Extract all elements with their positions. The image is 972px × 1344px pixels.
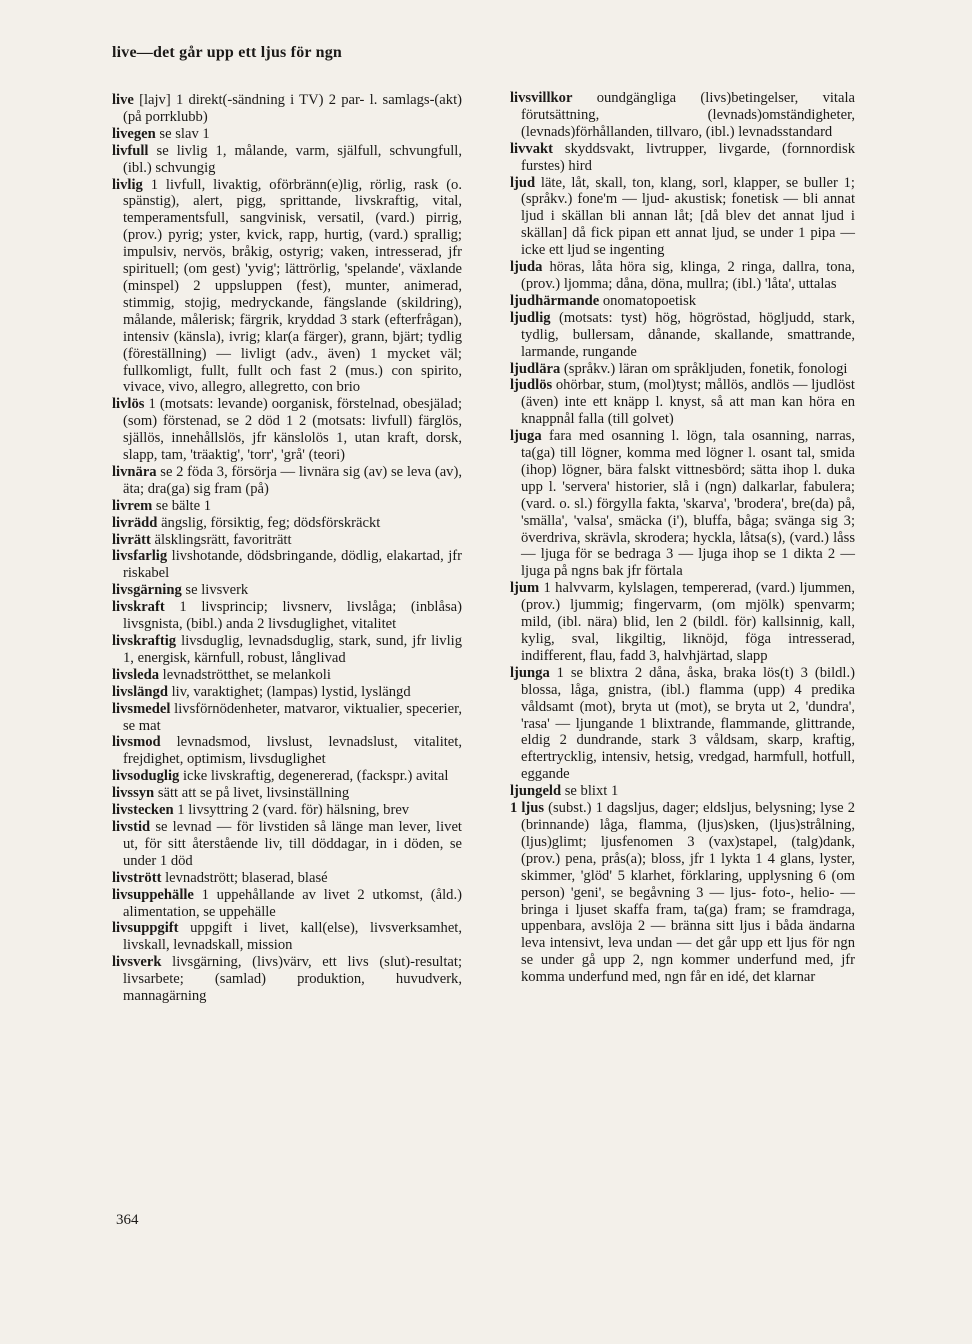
left-column bbox=[112, 92, 462, 1005]
entry-definition: livsduglig, levnadsduglig, stark, sund, jfr livlig 1, energisk, kärnfull, robust, långlivad bbox=[123, 633, 462, 666]
entry-definition: onomatopoetisk bbox=[599, 292, 697, 309]
entry-definition: levnadstrött; blaserad, blasé bbox=[161, 869, 328, 886]
dictionary-entry bbox=[112, 464, 462, 498]
entry-definition: 1 uppehållande av livet 2 utkomst, (åld.) alimentation, se uppehälle bbox=[123, 886, 462, 920]
entry-definition: se 2 föda 3, försörja — livnära sig (av) se leva (av), äta; dra(ga) sig fram (på) bbox=[123, 463, 462, 497]
entry-definition: liv, varaktighet; (lampas) lystid, lyslängd bbox=[167, 683, 411, 700]
page-number: 364 bbox=[116, 1212, 139, 1228]
entry-headword: livsleda bbox=[112, 666, 160, 683]
entry-definition: skyddsvakt, livtrupper, livgarde, (fornnordisk furstes) hird bbox=[521, 140, 855, 174]
entry-headword: livsoduglig bbox=[112, 768, 180, 785]
dictionary-entry bbox=[112, 785, 462, 802]
entry-headword: livsgärning bbox=[112, 582, 182, 599]
entry-headword: ljuga bbox=[510, 428, 542, 445]
entry-definition: sätt att se på livet, livsinställning bbox=[154, 785, 350, 802]
entry-headword: livlös bbox=[112, 396, 145, 413]
dictionary-entry bbox=[112, 396, 462, 464]
entry-definition: fara med osanning l. lögn, tala osanning, narras, ta(ga) till lögner, komma med lögner l. osant tal, smida (ihop) lögner, bära falskt vittnesbörd; sätta ihop l. duka upp l. 'servera' historier, slå i (ngn) dalkarlar, fabulera; (vard. o. sl.) förgylla fakta, 'skarva', 'brodera', bre(da) på, 'smälla', 'valsa', smäcka (i'), bluffa, båga; svänga sig 3; överdriva, skrävla, skrodera; hyckla, låtsa(s), (vard.) låss — ljuga för se bedraga 3 — ljuga ihop se 1 dikta 2 — ljuga på ngns bak jfr förtala bbox=[521, 428, 855, 580]
dictionary-entry bbox=[112, 954, 462, 1005]
entry-headword: livrem bbox=[112, 497, 153, 514]
entry-definition: 1 halvvarm, kylslagen, tempererad, (vard.) ljummen, (prov.) ljummig; fingervarm, (om mjölk) spenvarm; mild, (ibl. nära) blid, len 2 (bildl. för) kallsinnig, kall, kylig, sval, likgiltig, liknöjd, föga intresserad, indifferent, flau, fadd 3, halvhjärtad, slapp bbox=[521, 580, 855, 664]
entry-definition: se bälte 1 bbox=[152, 497, 212, 514]
entry-headword: ljudlära bbox=[510, 360, 561, 377]
dictionary-entry bbox=[112, 548, 462, 582]
entry-headword: livlig bbox=[112, 176, 143, 193]
entry-definition: livsgärning, (livs)värv, ett livs (slut)-resultat; livsarbete; (samlad) produktion, huvudverk, mannagärning bbox=[123, 954, 462, 1005]
dictionary-entry bbox=[510, 141, 855, 175]
dictionary-entry bbox=[112, 920, 462, 954]
entry-headword: livstecken bbox=[112, 802, 174, 819]
entry-definition: levnadströtthet, se melankoli bbox=[159, 666, 331, 683]
entry-headword: livsmod bbox=[112, 734, 161, 751]
entry-definition: uppgift i livet, kall(else), livsverksamhet, livskall, levnadskall, mission bbox=[123, 920, 462, 954]
dictionary-entry bbox=[112, 532, 462, 549]
entry-definition: livshotande, dödsbringande, dödlig, elakartad, jfr riskabel bbox=[123, 548, 462, 582]
entry-definition: oundgängliga (livs)betingelser, vitala förutsättning, (levnads)omständigheter, (levnads)förhållanden, tillvaro, (ibl.) levnadsstandard bbox=[521, 90, 855, 140]
entry-definition: icke livskraftig, degenererad, (fackspr.) avital bbox=[179, 768, 449, 785]
entry-headword: ljunga bbox=[510, 664, 550, 681]
entry-headword: livstid bbox=[112, 818, 151, 835]
entry-headword: livrätt bbox=[112, 531, 151, 548]
dictionary-entry bbox=[510, 259, 855, 293]
dictionary-entry bbox=[112, 143, 462, 177]
dictionary-entry bbox=[112, 515, 462, 532]
entry-headword: livsverk bbox=[112, 954, 162, 971]
dictionary-entry bbox=[112, 633, 462, 667]
entry-headword: livslängd bbox=[112, 683, 168, 700]
entry-definition: se levnad — för livstiden så länge man lever, livet ut, för sitt återstående liv, till döddagar, in i döden, se under 1 död bbox=[123, 818, 462, 869]
entry-definition: (subst.) 1 dagsljus, dager; eldsljus, belysning; lyse 2 (brinnande) låga, flamma, (ljus)sken, (ljus)strålning, (ljus)glimt; ljusfenomen 3 (vax)stapel, (talg)dank, (prov.) pena, prås(a); bloss, jfr 1 lykta 1 4 glans, lyster, skimmer, 'glöd' 5 klarhet, förklaring, upplysning 6 (om person) 'geni', se begåvning 3 — ljus- foto-, helio- — bringa i ljuset skaffa fram, ta(ga) fram; se framdraga, uppenbara, avslöja 2 — bränna sitt ljus i båda ändarna leva intensivt, leva undan — det går upp ett ljus för ngn se under gå upp 2, ngn kommer underfund med, jfr komma underfund med, ngn får en idé, det klarnar bbox=[521, 800, 856, 986]
dictionary-entry bbox=[510, 310, 855, 361]
entry-headword: live bbox=[112, 92, 134, 108]
entry-definition: se slav 1 bbox=[155, 125, 210, 142]
dictionary-entry bbox=[112, 599, 462, 633]
entry-headword: livrädd bbox=[112, 514, 158, 531]
entry-headword: livssyn bbox=[112, 785, 155, 802]
entry-definition: se livsverk bbox=[181, 582, 249, 599]
entry-headword: ljuda bbox=[510, 259, 543, 276]
entry-definition: 1 (motsats: levande) oorganisk, förstelnad, obesjälad; (som) förstenad, se 2 död 1 2 (motsats: livfull) färglös, själlös, innehållslös, jfr känslolös 1, utan kraft, dorsk, slapp, tam, 'träaktig', 'torr', 'grå' (teori) bbox=[123, 396, 462, 464]
entry-headword: 1 ljus bbox=[510, 800, 545, 817]
entry-headword: livskraft bbox=[112, 599, 165, 616]
entry-definition: [lajv] 1 direkt(-sändning i TV) 2 par- l. samlags-(akt) (på porrklubb) bbox=[123, 92, 462, 125]
entry-definition: läte, låt, skall, ton, klang, sorl, klapper, se buller 1; (språkv.) fone'm — ljud- akustisk; fonetisk — bli annat ljud i skällan bli annan låt; [då blev det annat ljud i skällan] då fick pipan ett annat ljud, se under 1 pipa — icke ett ljud se ingenting bbox=[521, 174, 855, 259]
dictionary-entry bbox=[510, 377, 855, 428]
dictionary-entry bbox=[510, 90, 855, 141]
entry-definition: 1 livsyttring 2 (vard. för) hälsning, brev bbox=[173, 802, 410, 819]
dictionary-entry bbox=[510, 175, 855, 260]
entry-headword: ljudlig bbox=[510, 309, 551, 326]
entry-definition: levnadsmod, livslust, levnadslust, vitalitet, frejdighet, optimism, livsduglighet bbox=[123, 734, 462, 768]
dictionary-entry bbox=[112, 684, 462, 701]
right-column bbox=[510, 90, 855, 986]
entry-definition: älsklingsrätt, favoriträtt bbox=[150, 531, 292, 548]
dictionary-entry bbox=[510, 783, 855, 800]
entry-headword: livsvillkor bbox=[510, 90, 573, 106]
entry-definition: ängslig, försiktig, feg; dödsförskräckt bbox=[157, 514, 381, 531]
entry-definition: höras, låta höra sig, klinga, 2 ringa, dallra, tona, (prov.) ljomma; dåna, döna, mullra; (ibl.) 'låta', uttalas bbox=[521, 259, 855, 292]
entry-headword: ljud bbox=[510, 174, 536, 191]
dictionary-entry bbox=[510, 580, 855, 665]
dictionary-entry bbox=[112, 92, 462, 126]
entry-headword: livsuppgift bbox=[112, 920, 179, 937]
entry-definition: (språkv.) läran om språkljuden, fonetik, fonologi bbox=[560, 360, 848, 377]
entry-definition: (motsats: tyst) hög, högröstad, högljudd, stark, tydlig, bullersam, dånande, skallande, smattrande, larmande, rungande bbox=[521, 309, 855, 360]
entry-definition: 1 livsprincip; livsnerv, livslåga; (inblåsa) livsgnista, (bibl.) anda 2 livsduglighet, vitalitet bbox=[123, 599, 462, 633]
entry-headword: livskraftig bbox=[112, 633, 177, 649]
dictionary-entry bbox=[112, 701, 462, 735]
entry-headword: livsmedel bbox=[112, 700, 171, 717]
entry-definition: ohörbar, stum, (mol)tyst; mållös, andlös — ljudlöst (även) inte ett knäpp l. knyst, så att man kan höra en knappnål falla (till golvet) bbox=[521, 377, 855, 428]
entry-headword: livvakt bbox=[510, 140, 553, 157]
entry-headword: livfull bbox=[112, 142, 149, 159]
entry-definition: 1 livfull, livaktig, oförbränn(e)lig, rörlig, rask (o. spänstig), alert, pigg, sprittande, livskraftig, vital, temperamentsfull, sangvinisk, versatil, (vard.) pirrig, (prov.) pyrig; yster, kvick, rapp, hurtig, (vard.) sprallig; impulsiv, nervös, bråkig, ostyrig; vaken, intresserad, jfr spirituell; (om gest) 'yvig'; lättrörlig, 'spelande', växlande (minspel) 2 uppsluppen (fest), munter, animerad, stimmig, stojig, medryckande, fängslande (skildring), målande, målerisk; färgrik, kryddad 3 stark (efterfrågan), intensiv (känsla), ivrig; klar(a färger), grann, bjärt; tydlig (föreställning) — livligt (adv., även) 1 mycket väl; fullkomligt, fullt, fullt och fast 2 (mus.) con spirito, vivace, vivo, allegro, allegretto, con brio bbox=[123, 176, 462, 396]
entry-headword: ljudhärmande bbox=[510, 292, 600, 309]
dictionary-entry bbox=[112, 667, 462, 684]
dictionary-entry bbox=[112, 887, 462, 921]
dictionary-entry bbox=[112, 802, 462, 819]
dictionary-entry bbox=[112, 734, 462, 768]
dictionary-entry bbox=[510, 428, 855, 580]
entry-headword: livnära bbox=[112, 463, 157, 480]
dictionary-entry bbox=[112, 768, 462, 785]
dictionary-entry bbox=[112, 582, 462, 599]
entry-definition: se livlig 1, målande, varm, själfull, schvungfull, (ibl.) schvungig bbox=[123, 142, 462, 176]
dictionary-entry bbox=[112, 177, 462, 397]
entry-definition: 1 se blixtra 2 dåna, åska, braka lös(t) 3 (bildl.) blossa, låga, gnistra, (ibl.) flamma (upp) 4 predika våldsamt (mot), bryta ut (mot), se bryta ut 2, 'dundra', 'rasa' — ljungande 1 blixtrande, flammande, glittrande, eldig 2 dundrande, stark 3 våldsam, skarp, kraftig, eftertrycklig, intensiv, hetsig, vredgad, harmfull, hotfull, eggande bbox=[521, 664, 855, 783]
dictionary-entry bbox=[112, 498, 462, 515]
dictionary-entry bbox=[112, 870, 462, 887]
dictionary-entry bbox=[510, 293, 855, 310]
entry-definition: livsförnödenheter, matvaror, viktualier, specerier, se mat bbox=[123, 700, 462, 734]
entry-headword: livsfarlig bbox=[112, 548, 168, 565]
entry-definition: se blixt 1 bbox=[561, 783, 619, 800]
running-head: live—det går upp ett ljus för ngn bbox=[112, 44, 343, 61]
dictionary-entry bbox=[112, 819, 462, 870]
entry-headword: ljum bbox=[510, 580, 540, 597]
entry-headword: ljungeld bbox=[510, 783, 562, 800]
dictionary-entry bbox=[510, 361, 855, 378]
entry-headword: livegen bbox=[112, 125, 156, 142]
dictionary-entry bbox=[112, 126, 462, 143]
entry-headword: ljudlös bbox=[510, 377, 553, 394]
dictionary-entry bbox=[510, 665, 855, 783]
entry-headword: livstrött bbox=[112, 869, 162, 886]
dictionary-entry bbox=[510, 800, 855, 986]
entry-headword: livsuppehälle bbox=[112, 886, 194, 903]
